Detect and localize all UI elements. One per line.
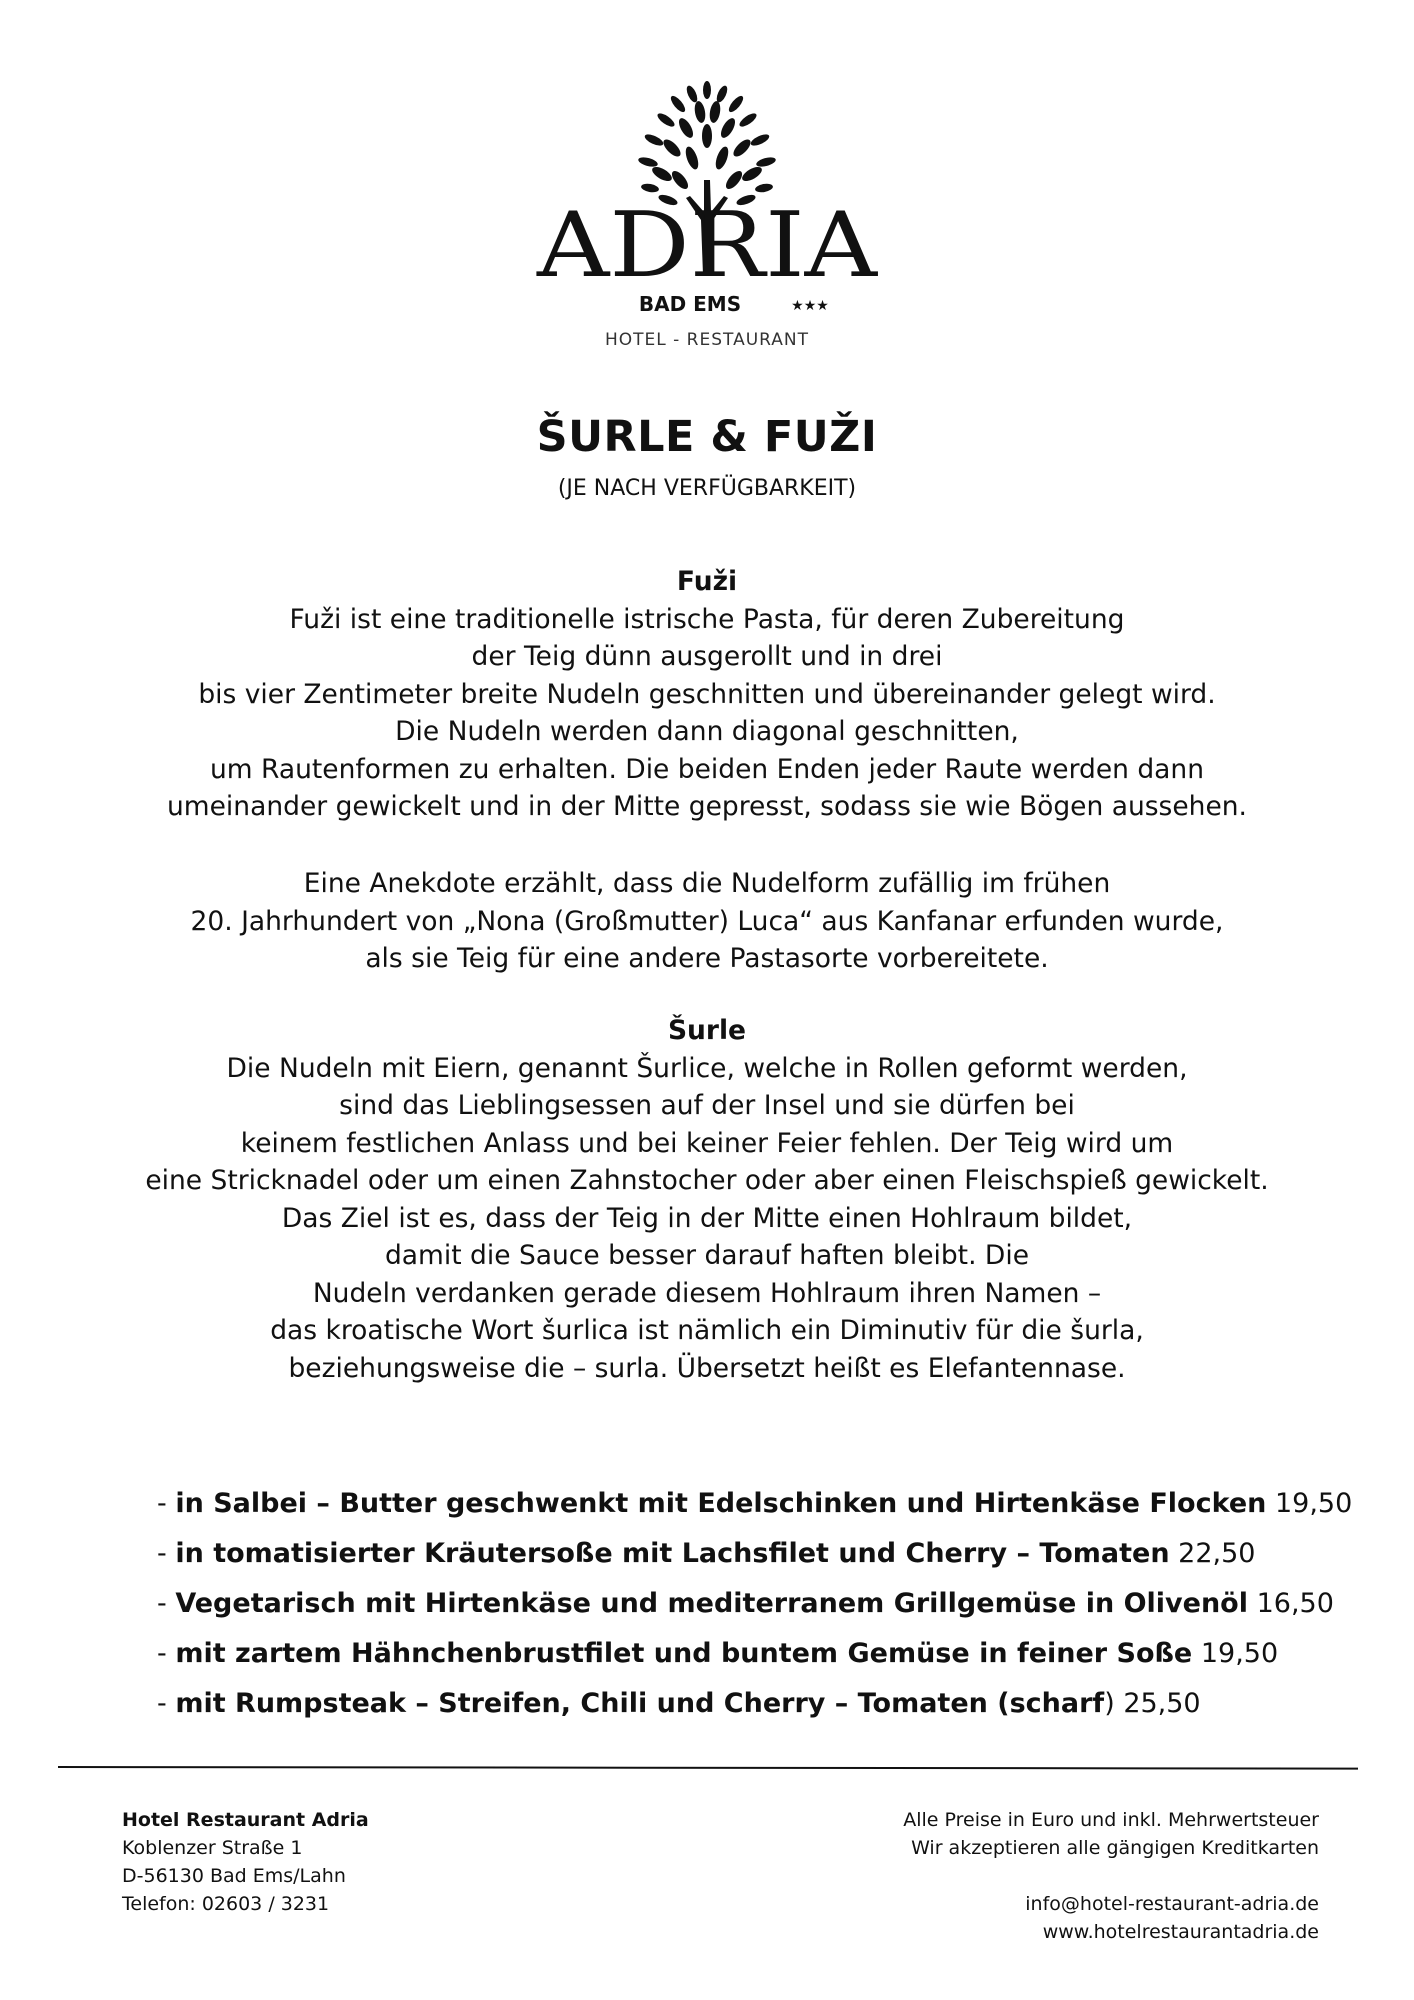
- dish-dash: -: [157, 1488, 176, 1519]
- anekdote-text-line: 20. Jahrhundert von „Nona (Großmutter) Luca“ aus Kanfanar erfunden wurde,: [190, 905, 1224, 937]
- surle-text-line: das kroatische Wort šurlica ist nämlich ein Diminutiv für die šurla,: [270, 1315, 1144, 1346]
- dish-item: [157, 1679, 1307, 1729]
- page-title: ŠURLE & FUŽI: [536, 412, 878, 462]
- footer-divider: [58, 1766, 1358, 1770]
- dish-price: 19,50: [1192, 1638, 1279, 1669]
- dish-name: in Salbei – Butter geschwenkt mit Edelschinken und Hirtenkäse Flocken: [175, 1488, 1267, 1519]
- dish-item: [157, 1629, 1307, 1679]
- fuzi-text-line: um Rautenformen zu erhalten. Die beiden Enden jeder Raute werden dann: [210, 753, 1204, 785]
- fuzi-text-line: umeinander gewickelt und in der Mitte gepresst, sodass sie wie Bögen aussehen.: [167, 791, 1247, 822]
- dish-name: in tomatisierter Kräutersoße mit Lachsfilet und Cherry – Tomaten: [175, 1538, 1170, 1569]
- fuzi-text-line: bis vier Zentimeter breite Nudeln geschnitten und übereinander gelegt wird.: [198, 678, 1216, 710]
- footer-cards-note: Wir akzeptieren alle gängigen Kreditkarten: [911, 1837, 1319, 1859]
- surle-text-line: damit die Sauce besser darauf haften bleibt. Die: [384, 1240, 1029, 1271]
- dish-name: mit Rumpsteak – Streifen, Chili und Cherry – Tomaten (scharf: [175, 1688, 1105, 1719]
- surle-text-line: eine Stricknadel oder um einen Zahnstocher oder aber einen Fleischspieß gewickelt.: [145, 1165, 1269, 1196]
- footer-website[interactable]: www.hotelrestaurantadria.de: [1042, 1921, 1319, 1943]
- dish-tail: ): [1104, 1688, 1115, 1719]
- tree-logo-icon: [0, 80, 1414, 360]
- footer-prices-note: Alle Preise in Euro und inkl. Mehrwertsteuer: [903, 1809, 1319, 1831]
- dish-item: [157, 1479, 1353, 1529]
- dish-dash: -: [157, 1538, 176, 1569]
- dish-item: [157, 1579, 1334, 1629]
- dish-dash: -: [157, 1588, 176, 1619]
- logo-location: BAD EMS: [638, 292, 742, 316]
- page-subtitle: (JE NACH VERFÜGBARKEIT): [557, 476, 857, 501]
- anekdote-text-line: als sie Teig für eine andere Pastasorte vorbereitete.: [365, 943, 1049, 974]
- dish-dash: -: [157, 1688, 176, 1719]
- anekdote-text-line: Eine Anekdote erzählt, dass die Nudelform zufällig im frühen: [303, 868, 1111, 899]
- logo: [0, 80, 1414, 360]
- fuzi-section: [0, 563, 1414, 826]
- logo-tagline: HOTEL - RESTAURANT: [604, 330, 810, 350]
- anekdote-section: [0, 865, 1414, 978]
- surle-text-line: Das Ziel ist es, dass der Teig in der Mitte einen Hohlraum bildet,: [281, 1202, 1133, 1234]
- fuzi-heading: Fuži: [676, 566, 738, 597]
- fuzi-text-line: Fuži ist eine traditionelle istrische Pasta, für deren Zubereitung: [289, 603, 1125, 635]
- fuzi-text-line: der Teig dünn ausgerollt und in drei: [471, 641, 943, 672]
- surle-heading: Šurle: [667, 1015, 747, 1046]
- fuzi-text-line: Die Nudeln werden dann diagonal geschnitten,: [395, 716, 1019, 747]
- dish-dash: -: [157, 1638, 176, 1669]
- dish-price: 22,50: [1169, 1538, 1256, 1569]
- footer-address: [122, 1806, 369, 1918]
- dish-price: 19,50: [1266, 1488, 1353, 1519]
- footer-hotel-name: Hotel Restaurant Adria: [122, 1809, 369, 1831]
- footer-info: [903, 1806, 1319, 1946]
- footer-spacer: [903, 1862, 1319, 1890]
- dish-price: 16,50: [1248, 1588, 1334, 1619]
- logo-stars: ★★★: [791, 298, 829, 314]
- surle-text-line: Die Nudeln mit Eiern, genannt Šurlice, welche in Rollen geformt werden,: [226, 1052, 1188, 1084]
- surle-text-line: sind das Lieblingsessen auf der Insel und sie dürfen bei: [339, 1090, 1075, 1121]
- footer-email[interactable]: info@hotel-restaurant-adria.de: [1025, 1893, 1319, 1915]
- dish-list: [157, 1479, 1353, 1729]
- surle-text-line: keinem festlichen Anlass und bei keiner Feier fehlen. Der Teig wird um: [240, 1127, 1174, 1159]
- dish-item: [157, 1529, 1307, 1579]
- logo-brand: ADRIA: [535, 193, 879, 298]
- footer-city: D-56130 Bad Ems/Lahn: [122, 1865, 346, 1887]
- surle-text-line: Nudeln verdanken gerade diesem Hohlraum ihren Namen –: [312, 1277, 1102, 1309]
- dish-name: Vegetarisch mit Hirtenkäse und mediterranem Grillgemüse in Olivenöl: [175, 1588, 1248, 1619]
- footer-phone: Telefon: 02603 / 3231: [122, 1893, 330, 1915]
- footer-street: Koblenzer Straße 1: [122, 1837, 303, 1859]
- surle-section: [0, 1012, 1414, 1387]
- dish-name: mit zartem Hähnchenbrustfilet und buntem Gemüse in feiner Soße: [175, 1638, 1193, 1669]
- surle-text-line: beziehungsweise die – surla. Übersetzt heißt es Elefantennase.: [288, 1352, 1126, 1384]
- dish-price: 25,50: [1114, 1688, 1201, 1719]
